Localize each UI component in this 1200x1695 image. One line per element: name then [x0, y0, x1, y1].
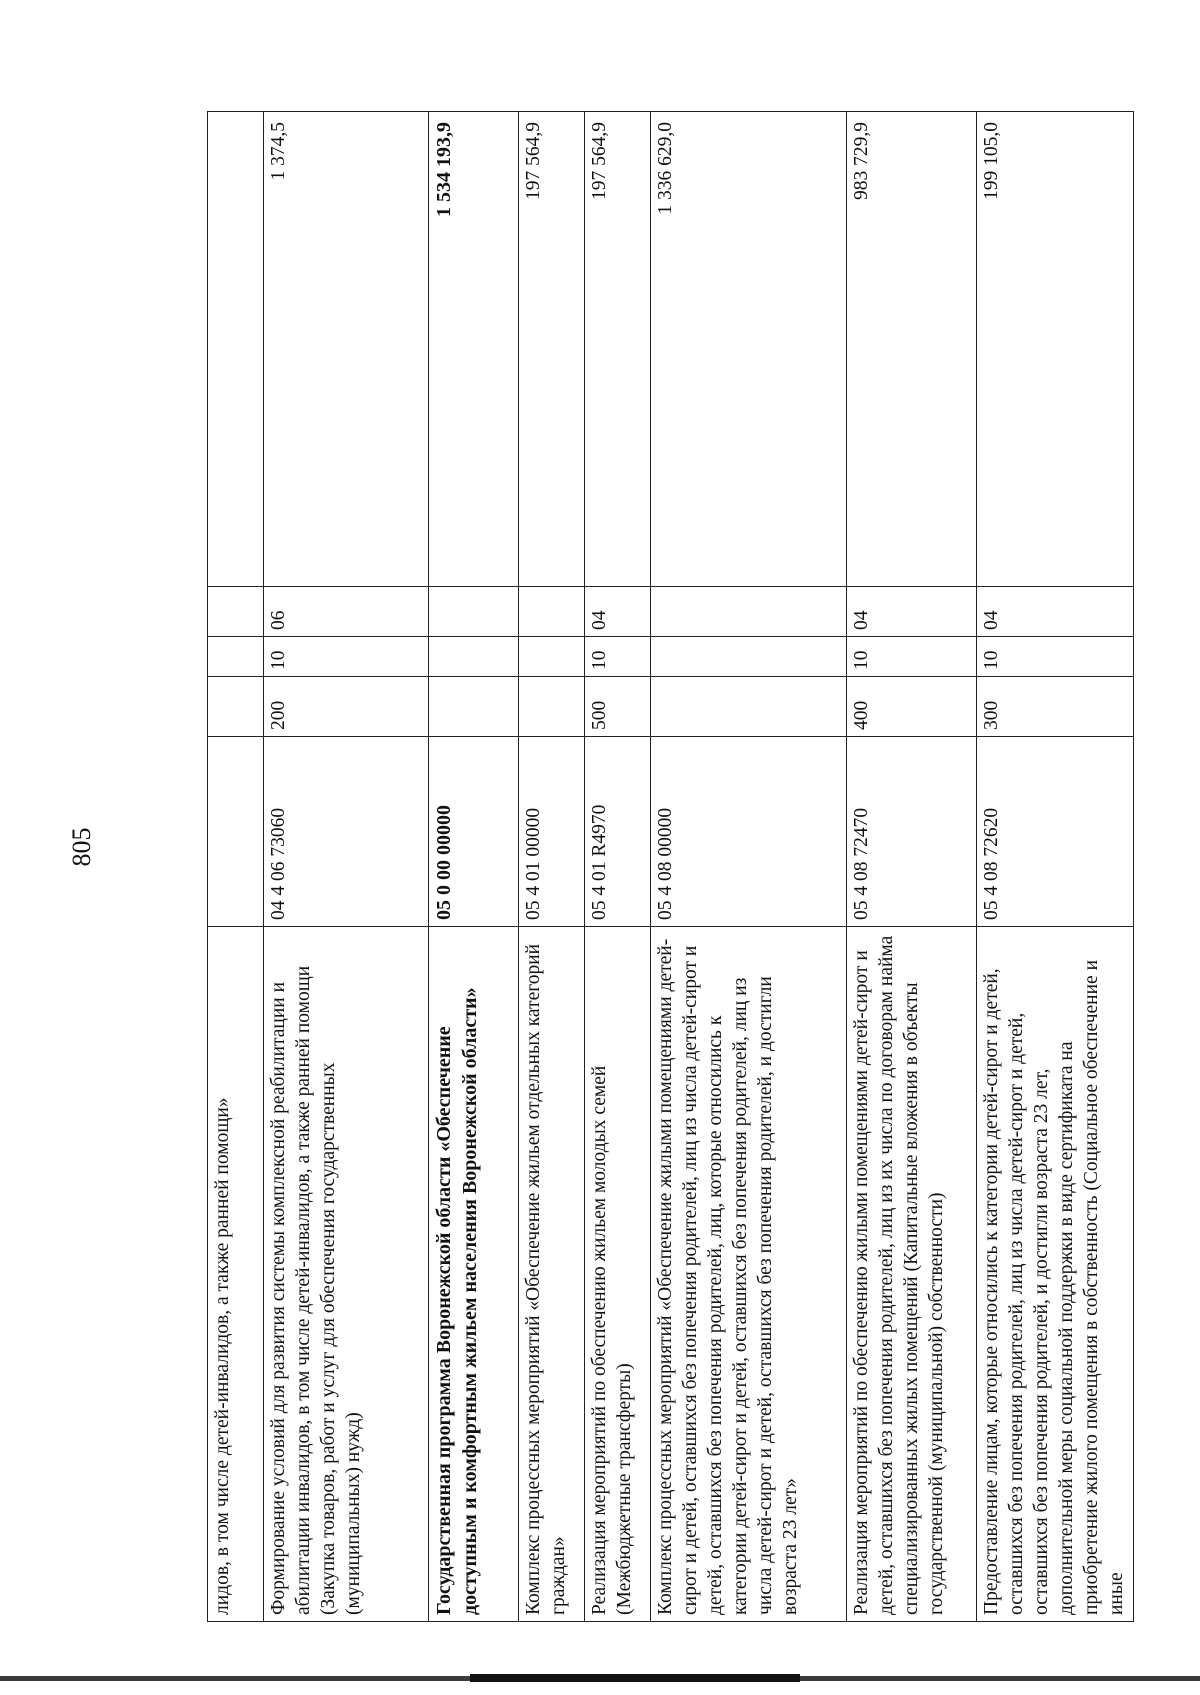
row-pr-cell [519, 587, 585, 637]
row-rz-cell [208, 637, 264, 677]
row-sum-cell: 197 564,9 [519, 112, 585, 587]
row-name-cell: Реализация мероприятий по обеспечению жилыми помещениями детей-сирот и детей, оставшихся без попечения родителей, лиц из их числа по договорам найма специализированных жилых помещений (Капитальные вложения в объекты государственной (муниципальной) собственности) [847, 927, 977, 1622]
row-pr-cell [651, 587, 847, 637]
row-rz-cell: 10 [977, 637, 1134, 677]
table-row [208, 112, 264, 1622]
row-pr-cell: 04 [977, 587, 1134, 637]
row-rz-cell: 10 [847, 637, 977, 677]
table-row [264, 112, 429, 1622]
table-row [977, 112, 1134, 1622]
row-name-cell: Реализация мероприятий по обеспечению жильем молодых семей (Межбюджетные трансферты) [585, 927, 651, 1622]
row-vr-cell: 300 [977, 677, 1134, 737]
row-pr-cell [429, 587, 519, 637]
row-pr-cell: 04 [847, 587, 977, 637]
row-vr-cell [651, 677, 847, 737]
row-name-cell: Предоставление лицам, которые относились к категории детей-сирот и детей, оставшихся без попечения родителей, лиц из числа детей-сирот и детей, оставшихся без попечения родителей, и достигли возраста 23 лет, дополнительной меры социальной поддержки в виде сертификата на приобретение жилого помещения в собственность (Социальное обеспечение и иные [977, 927, 1134, 1622]
row-sum-cell: 983 729,9 [847, 112, 977, 587]
budget-table [207, 111, 1134, 1622]
row-name-cell: Комплекс процессных мероприятий «Обеспечение жилыми помещениями детей-сирот и детей, оставшихся без попечения родителей, лиц из числа детей-сирот и детей, оставшихся без попечения родителей, лиц, которые относились к категории детей-сирот и детей, оставшихся без попечения родителей, лиц из числа детей-сирот и детей, оставшихся без попечения родителей, и достигли возраста 23 лет» [651, 927, 847, 1622]
row-vr-cell [208, 677, 264, 737]
row-sum-cell [208, 112, 264, 587]
row-sum-cell: 1 374,5 [264, 112, 429, 587]
row-pr-cell [208, 587, 264, 637]
row-code-cell: 05 4 08 72620 [977, 737, 1134, 927]
row-sum-cell: 197 564,9 [585, 112, 651, 587]
row-code-cell [208, 737, 264, 927]
row-vr-cell: 500 [585, 677, 651, 737]
row-name-cell: лидов, в том числе детей-инвалидов, а также ранней помощи» [208, 927, 264, 1622]
row-code-cell: 04 4 06 73060 [264, 737, 429, 927]
row-vr-cell [519, 677, 585, 737]
row-pr-cell: 04 [585, 587, 651, 637]
row-sum-cell: 1 534 193,9 [429, 112, 519, 587]
row-vr-cell [429, 677, 519, 737]
row-code-cell: 05 4 08 00000 [651, 737, 847, 927]
table-row [429, 112, 519, 1622]
row-rz-cell: 10 [264, 637, 429, 677]
row-code-cell: 05 4 01 00000 [519, 737, 585, 927]
page-number: 805 [67, 827, 96, 867]
row-rz-cell: 10 [585, 637, 651, 677]
row-vr-cell: 400 [847, 677, 977, 737]
row-name-cell: Комплекс процессных мероприятий «Обеспечение жильем отдельных категорий граждан» [519, 927, 585, 1622]
row-sum-cell: 1 336 629,0 [651, 112, 847, 587]
budget-table-rotated [207, 112, 1127, 1622]
row-code-cell: 05 4 01 R4970 [585, 737, 651, 927]
table-row [847, 112, 977, 1622]
row-name-cell: Формирование условий для развития системы комплексной реабилитации и абилитации инвалидов, в том числе детей-инвалидов, а также ранней помощи (Закупка товаров, работ и услуг для обеспечения государственных (муниципальных) нужд) [264, 927, 429, 1622]
row-rz-cell [429, 637, 519, 677]
row-pr-cell: 06 [264, 587, 429, 637]
table-row [585, 112, 651, 1622]
row-rz-cell [651, 637, 847, 677]
row-rz-cell [519, 637, 585, 677]
table-row [519, 112, 585, 1622]
row-vr-cell: 200 [264, 677, 429, 737]
scan-edge-mark [470, 1674, 800, 1682]
row-code-cell: 05 4 08 72470 [847, 737, 977, 927]
row-name-cell: Государственная программа Воронежской области «Обеспечение доступным и комфортным жильем населения Воронежской области» [429, 927, 519, 1622]
row-code-cell: 05 0 00 00000 [429, 737, 519, 927]
table-row [651, 112, 847, 1622]
row-sum-cell: 199 105,0 [977, 112, 1134, 587]
